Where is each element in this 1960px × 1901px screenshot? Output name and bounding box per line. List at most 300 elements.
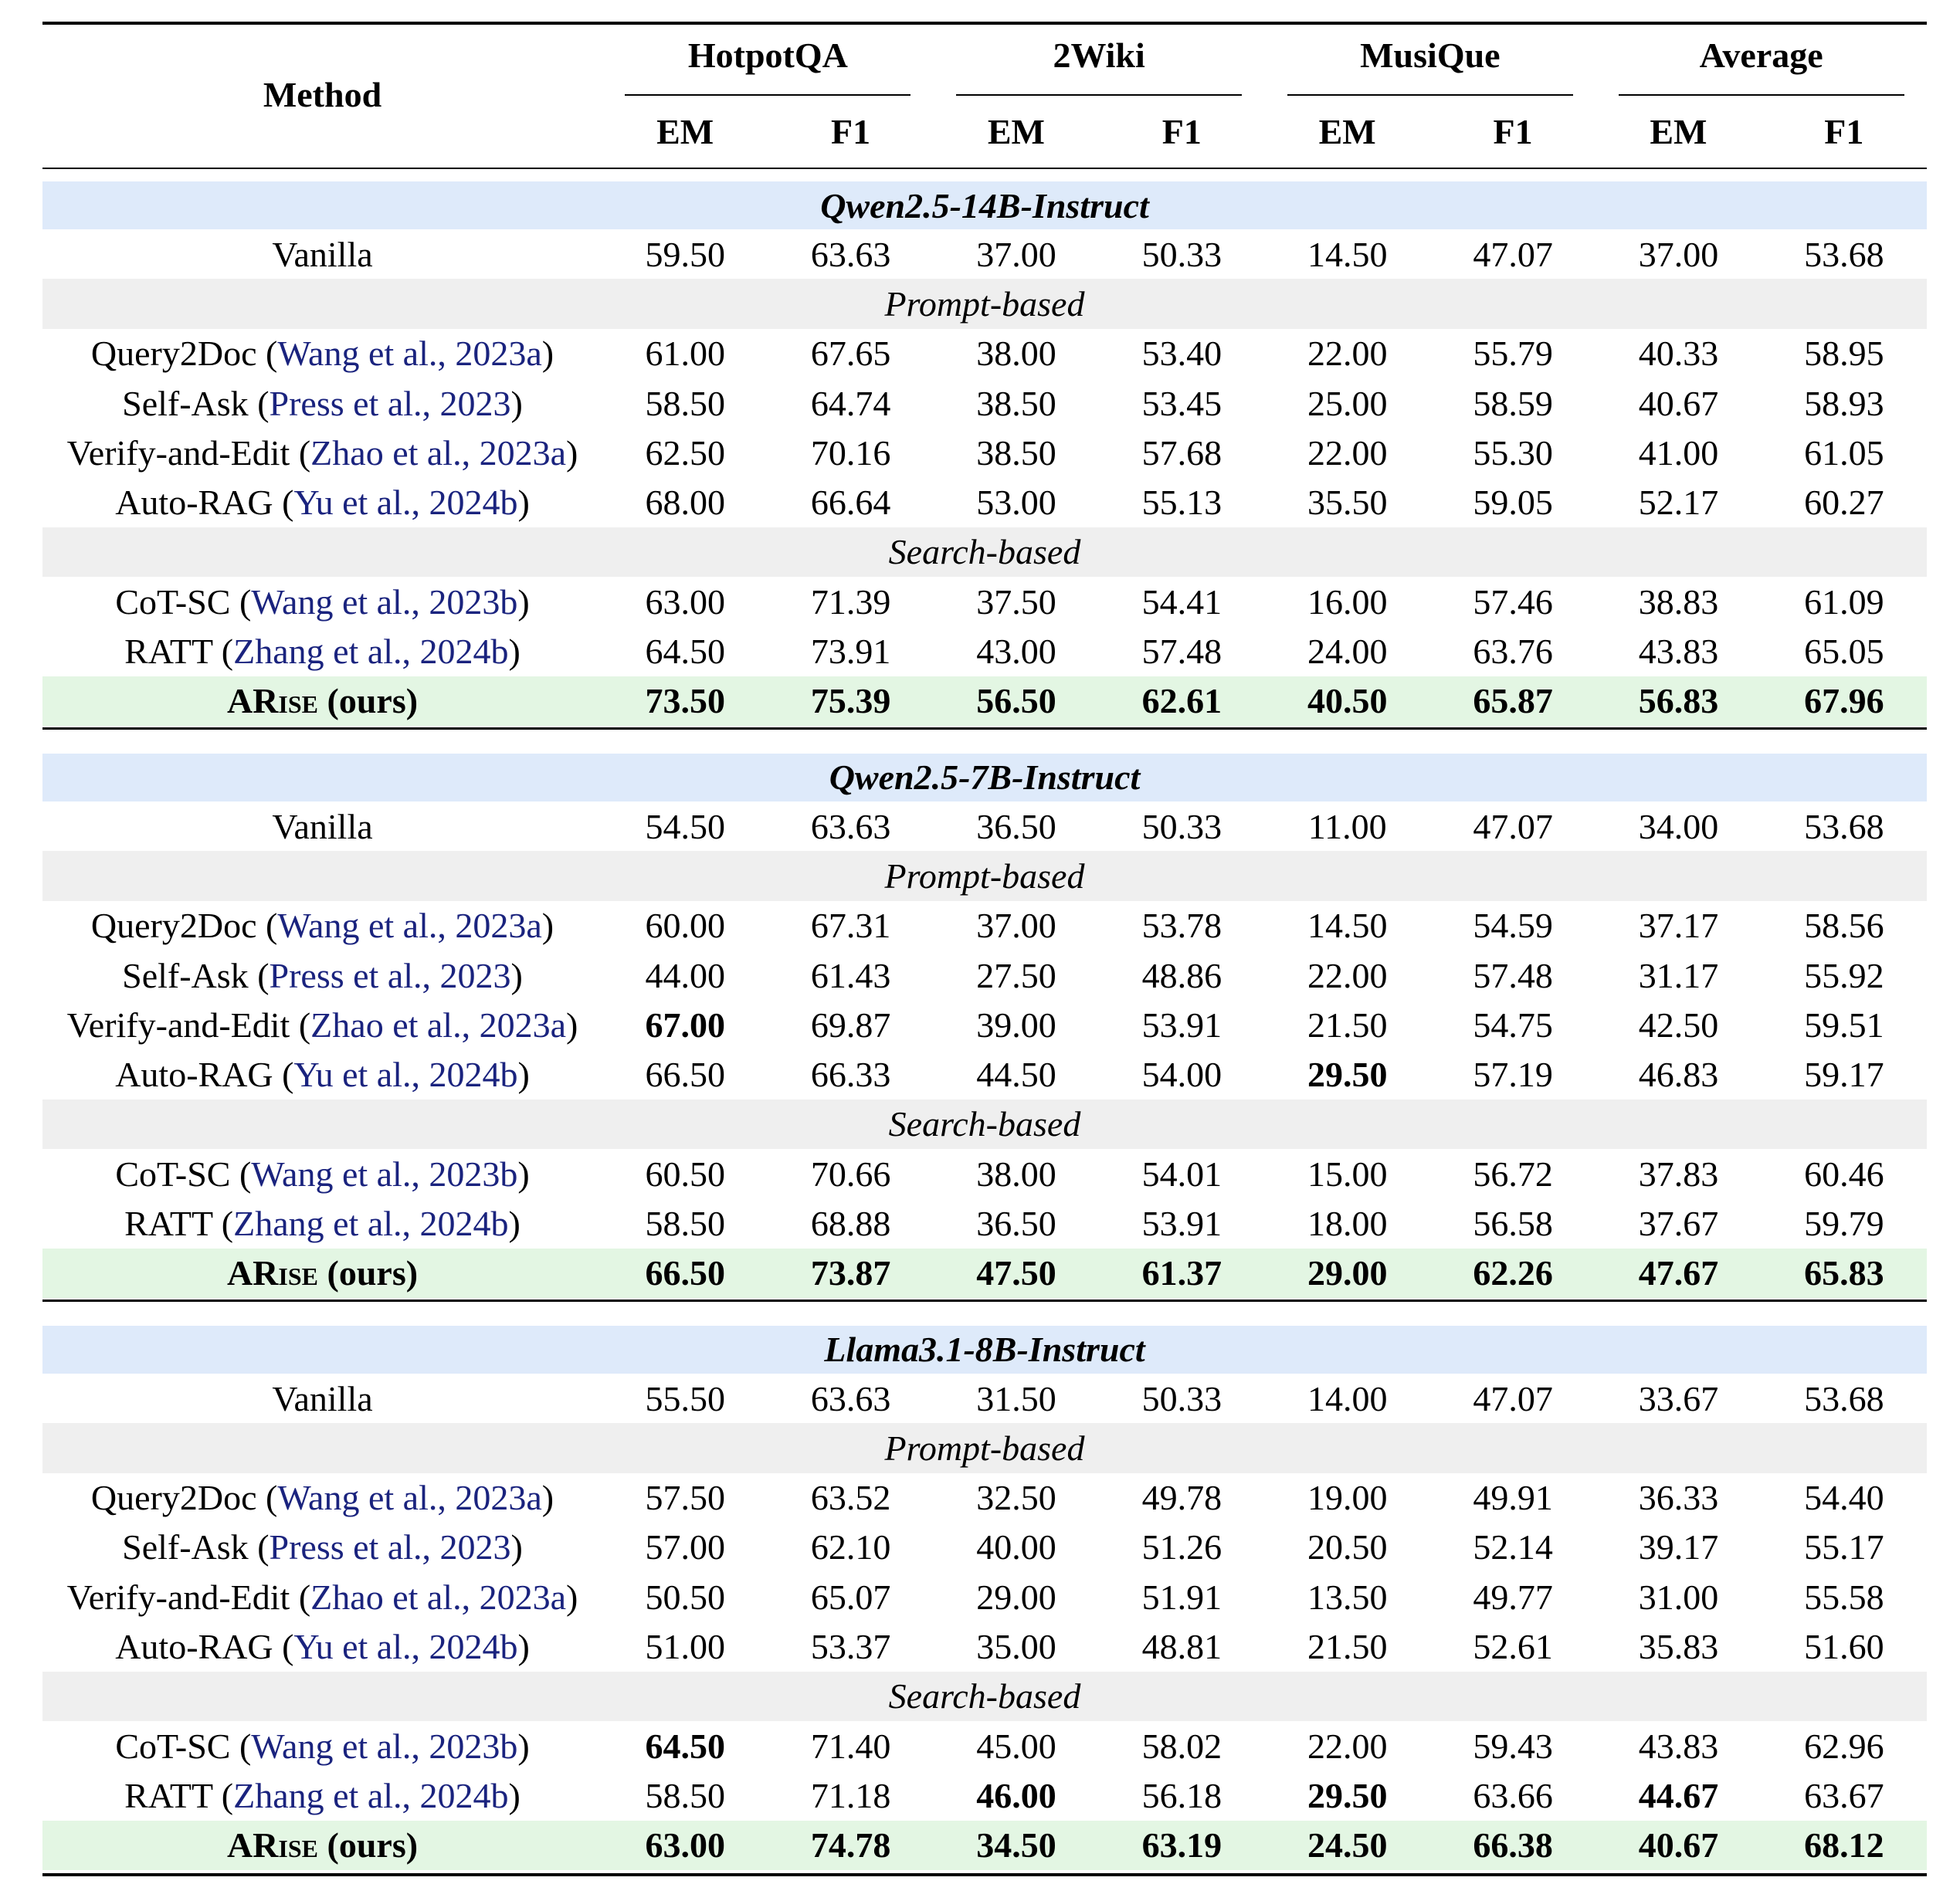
value-cell: 57.00 — [645, 1527, 725, 1567]
value-cell: 69.87 — [810, 1005, 891, 1045]
citation-link[interactable]: Zhang et al., 2024b — [233, 632, 509, 672]
table-body — [42, 168, 1927, 1870]
value-cell: 67.96 — [1762, 676, 1927, 726]
value-cell: 58.59 — [1473, 383, 1553, 423]
results-table — [42, 22, 1927, 1870]
value-cell: 48.86 — [1141, 955, 1222, 995]
method-row — [42, 1049, 1927, 1099]
value-cell: 65.07 — [810, 1577, 891, 1617]
value-cell: 22.00 — [1307, 1726, 1388, 1766]
value-cell: 35.00 — [976, 1627, 1056, 1667]
value-cell: 71.18 — [810, 1775, 891, 1815]
ours-space — [318, 681, 327, 720]
value-cell: 22.00 — [1307, 955, 1388, 995]
ours-row — [42, 1249, 1927, 1298]
value-cell: 62.10 — [810, 1527, 891, 1567]
paren-open: ( — [230, 1726, 252, 1766]
value-cell: 38.00 — [976, 334, 1056, 374]
method-row — [42, 950, 1927, 1000]
value-cell: 55.79 — [1473, 334, 1553, 374]
metric-header: F1 — [1161, 112, 1202, 151]
ours-row — [42, 676, 1927, 726]
metric-header: EM — [656, 112, 714, 151]
value-cell: 11.00 — [1307, 806, 1387, 846]
value-cell: 66.50 — [645, 1055, 725, 1095]
value-cell: 37.00 — [976, 906, 1056, 946]
dataset-label: HotpotQA — [625, 35, 910, 96]
value-cell: 66.64 — [810, 483, 891, 523]
model-header-row — [42, 181, 1927, 229]
method-name: Auto-RAG — [115, 483, 273, 523]
paren-close: ) — [566, 432, 578, 473]
value-cell: 61.43 — [810, 955, 891, 995]
method-row — [42, 626, 1927, 676]
value-cell: 36.33 — [1638, 1478, 1719, 1518]
value-cell: 31.17 — [1638, 955, 1719, 995]
value-cell: 35.50 — [1307, 483, 1388, 523]
group-label-row — [42, 1672, 1927, 1721]
method-name-cell — [42, 1249, 602, 1298]
method-name: CoT-SC — [115, 581, 231, 622]
value-cell: 45.00 — [976, 1726, 1056, 1766]
value-cell: 63.00 — [602, 1821, 768, 1870]
value-cell: 38.50 — [976, 432, 1056, 473]
metric-header: F1 — [1493, 112, 1533, 151]
value-cell: 66.33 — [810, 1055, 891, 1095]
value-cell: 54.40 — [1804, 1478, 1884, 1518]
method-name: Query2Doc — [90, 1478, 257, 1518]
value-cell: 54.59 — [1473, 906, 1553, 946]
value-cell: 64.74 — [810, 383, 891, 423]
citation-link[interactable]: Wang et al., 2023a — [277, 906, 542, 946]
value-cell: 22.00 — [1307, 334, 1388, 374]
method-name-cell — [42, 1000, 602, 1049]
method-name-cell — [42, 378, 602, 428]
value-cell: 53.40 — [1141, 334, 1222, 374]
method-name-cell — [42, 1198, 602, 1248]
group-label: Prompt-based — [42, 1423, 1927, 1472]
value-cell: 22.00 — [1307, 432, 1388, 473]
value-cell: 60.00 — [645, 906, 725, 946]
value-cell: 52.61 — [1473, 1627, 1553, 1667]
value-cell: 58.56 — [1804, 906, 1884, 946]
value-cell: 29.50 — [1307, 1775, 1388, 1815]
value-cell: 57.46 — [1473, 581, 1553, 622]
citation-link[interactable]: Yu et al., 2024b — [293, 1627, 518, 1667]
value-cell: 60.46 — [1804, 1154, 1884, 1194]
method-name-cell — [42, 1621, 602, 1671]
value-cell: 62.96 — [1804, 1726, 1884, 1766]
ours-suffix: (ours) — [327, 1253, 419, 1293]
method-name: RATT — [124, 1775, 213, 1815]
value-cell: 61.00 — [645, 334, 725, 374]
value-cell: 14.00 — [1307, 1378, 1388, 1418]
citation-link[interactable]: Wang et al., 2023b — [251, 1154, 518, 1194]
value-cell: 29.00 — [1265, 1249, 1430, 1298]
citation-link[interactable]: Press et al., 2023 — [269, 383, 511, 423]
method-name-cell: Vanilla — [272, 234, 373, 274]
value-cell: 67.00 — [645, 1005, 725, 1045]
value-cell: 66.50 — [602, 1249, 768, 1298]
value-cell: 19.00 — [1307, 1478, 1388, 1518]
ours-row — [42, 1821, 1927, 1870]
value-cell: 37.00 — [976, 234, 1056, 274]
value-cell: 55.92 — [1804, 955, 1884, 995]
value-cell: 50.33 — [1141, 1378, 1222, 1418]
value-cell: 14.50 — [1307, 906, 1388, 946]
value-cell: 71.39 — [810, 581, 891, 622]
paren-close: ) — [510, 1527, 523, 1567]
value-cell: 43.83 — [1638, 1726, 1719, 1766]
value-cell: 64.50 — [645, 632, 725, 672]
dataset-header — [934, 22, 1265, 96]
metric-header: EM — [1650, 112, 1707, 151]
group-label: Prompt-based — [42, 279, 1927, 328]
method-name: CoT-SC — [115, 1154, 231, 1194]
method-name: Verify-and-Edit — [66, 432, 290, 473]
ours-space — [318, 1253, 327, 1293]
value-cell: 53.00 — [976, 483, 1056, 523]
value-cell: 46.00 — [976, 1775, 1056, 1815]
citation-link[interactable]: Zhao et al., 2023a — [310, 432, 566, 473]
value-cell: 25.00 — [1307, 383, 1388, 423]
method-name-cell — [42, 676, 602, 726]
value-cell: 55.58 — [1804, 1577, 1884, 1617]
paren-open: ( — [290, 1577, 311, 1617]
value-cell: 36.50 — [976, 1203, 1056, 1243]
value-cell: 71.40 — [810, 1726, 891, 1766]
paren-close: ) — [508, 632, 521, 672]
value-cell: 57.68 — [1141, 432, 1222, 473]
value-cell: 40.67 — [1638, 383, 1719, 423]
ours-name-a: AR — [226, 681, 279, 721]
value-cell: 49.91 — [1473, 1478, 1553, 1518]
paren-open: ( — [248, 1527, 270, 1567]
method-name: Query2Doc — [90, 334, 257, 374]
method-row — [42, 1473, 1927, 1523]
value-cell: 68.12 — [1762, 1821, 1927, 1870]
citation-link[interactable]: Press et al., 2023 — [269, 955, 511, 995]
value-cell: 38.50 — [976, 383, 1056, 423]
value-cell: 24.00 — [1307, 632, 1388, 672]
value-cell: 40.33 — [1638, 334, 1719, 374]
citation-link[interactable]: Wang et al., 2023a — [277, 1478, 542, 1518]
value-cell: 61.05 — [1804, 432, 1884, 473]
method-name-cell — [42, 1473, 602, 1523]
value-cell: 29.50 — [1307, 1055, 1388, 1095]
group-label-row — [42, 851, 1927, 900]
value-cell: 58.50 — [645, 1203, 725, 1243]
citation-link[interactable]: Yu et al., 2024b — [293, 483, 518, 523]
value-cell: 38.00 — [976, 1154, 1056, 1194]
value-cell: 73.50 — [602, 676, 768, 726]
paren-open: ( — [212, 632, 234, 672]
value-cell: 61.37 — [1099, 1249, 1264, 1298]
ours-name-b: ise — [278, 1253, 318, 1293]
vanilla-row — [42, 229, 1927, 279]
value-cell: 63.63 — [810, 234, 891, 274]
method-name-cell — [42, 428, 602, 477]
table-header — [42, 22, 1927, 168]
value-cell: 55.30 — [1473, 432, 1553, 473]
paren-close: ) — [508, 1775, 521, 1815]
group-label: Search-based — [42, 1672, 1927, 1721]
method-name-cell — [42, 626, 602, 676]
value-cell: 37.83 — [1638, 1154, 1719, 1194]
value-cell: 58.93 — [1804, 383, 1884, 423]
value-cell: 73.87 — [768, 1249, 933, 1298]
paren-close: ) — [510, 955, 523, 995]
citation-link[interactable]: Wang et al., 2023b — [251, 1726, 518, 1766]
value-cell: 68.00 — [645, 483, 725, 523]
value-cell: 57.19 — [1473, 1055, 1553, 1095]
value-cell: 53.68 — [1804, 234, 1884, 274]
value-cell: 55.17 — [1804, 1527, 1884, 1567]
value-cell: 62.26 — [1430, 1249, 1595, 1298]
value-cell: 54.00 — [1141, 1055, 1222, 1095]
method-row — [42, 329, 1927, 378]
citation-link[interactable]: Zhang et al., 2024b — [233, 1203, 509, 1243]
value-cell: 51.91 — [1141, 1577, 1222, 1617]
value-cell: 74.78 — [768, 1821, 933, 1870]
value-cell: 53.78 — [1141, 906, 1222, 946]
dataset-label: 2Wiki — [956, 35, 1242, 96]
citation-link[interactable]: Zhao et al., 2023a — [310, 1005, 566, 1045]
group-label-row — [42, 279, 1927, 328]
ours-name-b: ise — [278, 1825, 318, 1865]
value-cell: 56.18 — [1141, 1775, 1222, 1815]
value-cell: 49.77 — [1473, 1577, 1553, 1617]
paren-open: ( — [230, 1154, 252, 1194]
method-row — [42, 1523, 1927, 1572]
method-name: Verify-and-Edit — [66, 1577, 290, 1617]
value-cell: 70.16 — [810, 432, 891, 473]
value-cell: 55.13 — [1141, 483, 1222, 523]
value-cell: 20.50 — [1307, 1527, 1388, 1567]
value-cell: 32.50 — [976, 1478, 1056, 1518]
ours-suffix: (ours) — [327, 1825, 419, 1865]
paren-close: ) — [517, 1055, 530, 1095]
value-cell: 70.66 — [810, 1154, 891, 1194]
method-name-cell — [42, 1771, 602, 1820]
value-cell: 47.67 — [1595, 1249, 1761, 1298]
method-name: Verify-and-Edit — [66, 1005, 290, 1045]
paren-close: ) — [566, 1005, 578, 1045]
paren-close: ) — [541, 334, 554, 374]
value-cell: 44.67 — [1638, 1775, 1719, 1815]
paren-close: ) — [508, 1203, 521, 1243]
metric-header: F1 — [831, 112, 871, 151]
method-name-cell — [42, 1572, 602, 1621]
value-cell: 54.41 — [1141, 581, 1222, 622]
paren-close: ) — [517, 483, 530, 523]
value-cell: 57.48 — [1141, 632, 1222, 672]
method-name: Self-Ask — [122, 1527, 249, 1567]
value-cell: 21.50 — [1307, 1005, 1388, 1045]
section-gap — [42, 1312, 1927, 1326]
value-cell: 59.43 — [1473, 1726, 1553, 1766]
group-label: Search-based — [42, 527, 1927, 577]
method-name: Query2Doc — [90, 906, 257, 946]
section-gap — [42, 740, 1927, 754]
value-cell: 59.05 — [1473, 483, 1553, 523]
model-name: Llama3.1-8B-Instruct — [42, 1326, 1927, 1374]
group-label-row — [42, 527, 1927, 577]
method-row — [42, 577, 1927, 626]
citation-link[interactable]: Press et al., 2023 — [269, 1527, 511, 1567]
value-cell: 55.50 — [645, 1378, 725, 1418]
method-name-cell: Vanilla — [272, 1378, 373, 1418]
value-cell: 59.17 — [1804, 1055, 1884, 1095]
value-cell: 24.50 — [1265, 1821, 1430, 1870]
value-cell: 16.00 — [1307, 581, 1388, 622]
value-cell: 41.00 — [1638, 432, 1719, 473]
group-label-row — [42, 1100, 1927, 1149]
value-cell: 51.60 — [1804, 1627, 1884, 1667]
value-cell: 63.67 — [1804, 1775, 1884, 1815]
value-cell: 63.66 — [1473, 1775, 1553, 1815]
dataset-header — [602, 22, 934, 96]
value-cell: 27.50 — [976, 955, 1056, 995]
section-gap — [42, 168, 1927, 181]
bottom-rule — [42, 1873, 1927, 1876]
value-cell: 65.87 — [1430, 676, 1595, 726]
value-cell: 35.83 — [1638, 1627, 1719, 1667]
value-cell: 21.50 — [1307, 1627, 1388, 1667]
value-cell: 42.50 — [1638, 1005, 1719, 1045]
paren-open: ( — [256, 334, 278, 374]
value-cell: 47.07 — [1473, 1378, 1553, 1418]
value-cell: 60.27 — [1804, 483, 1884, 523]
gap-cell — [42, 740, 1927, 754]
group-label: Prompt-based — [42, 851, 1927, 900]
ours-name-a: AR — [226, 1825, 279, 1865]
method-name-cell — [42, 1721, 602, 1771]
paren-close: ) — [541, 1478, 554, 1518]
method-name: RATT — [124, 1203, 213, 1243]
citation-link[interactable]: Zhao et al., 2023a — [310, 1577, 566, 1617]
value-cell: 39.00 — [976, 1005, 1056, 1045]
method-name-cell — [42, 577, 602, 626]
value-cell: 50.33 — [1141, 234, 1222, 274]
value-cell: 66.38 — [1430, 1821, 1595, 1870]
method-name-cell — [42, 1049, 602, 1099]
value-cell: 60.50 — [645, 1154, 725, 1194]
value-cell: 47.07 — [1473, 234, 1553, 274]
method-name: RATT — [124, 632, 213, 672]
value-cell: 40.50 — [1265, 676, 1430, 726]
paren-open: ( — [290, 1005, 311, 1045]
method-row — [42, 901, 1927, 950]
value-cell: 63.63 — [810, 806, 891, 846]
value-cell: 65.05 — [1804, 632, 1884, 672]
value-cell: 40.67 — [1595, 1821, 1761, 1870]
method-name-cell — [42, 901, 602, 950]
value-cell: 31.00 — [1638, 1577, 1719, 1617]
value-cell: 63.63 — [810, 1378, 891, 1418]
value-cell: 54.50 — [645, 806, 725, 846]
value-cell: 37.67 — [1638, 1203, 1719, 1243]
dataset-header — [1595, 22, 1927, 96]
metric-header: EM — [987, 112, 1045, 151]
value-cell: 43.83 — [1638, 632, 1719, 672]
paren-close: ) — [517, 1726, 530, 1766]
header-rule — [42, 168, 1927, 169]
paren-open: ( — [212, 1203, 234, 1243]
paren-open: ( — [273, 1055, 294, 1095]
value-cell: 50.50 — [645, 1577, 725, 1617]
method-name: CoT-SC — [115, 1726, 231, 1766]
value-cell: 63.00 — [645, 581, 725, 622]
section-rule — [42, 727, 1927, 730]
method-row — [42, 1721, 1927, 1771]
gap-cell — [42, 168, 1927, 181]
paren-close: ) — [517, 1154, 530, 1194]
paren-open: ( — [248, 383, 270, 423]
method-name-cell — [42, 1523, 602, 1572]
method-name: Self-Ask — [122, 383, 249, 423]
metric-header: EM — [1318, 112, 1376, 151]
value-cell: 13.50 — [1307, 1577, 1388, 1617]
value-cell: 37.50 — [976, 581, 1056, 622]
value-cell: 57.50 — [645, 1478, 725, 1518]
dataset-label: Average — [1619, 35, 1904, 96]
ours-suffix: (ours) — [327, 681, 419, 721]
value-cell: 49.78 — [1141, 1478, 1222, 1518]
value-cell: 47.07 — [1473, 806, 1553, 846]
ours-name-b: ise — [278, 681, 318, 721]
citation-link[interactable]: Wang et al., 2023a — [277, 334, 542, 374]
value-cell: 56.72 — [1473, 1154, 1553, 1194]
value-cell: 53.45 — [1141, 383, 1222, 423]
value-cell: 43.00 — [976, 632, 1056, 672]
method-name: Self-Ask — [122, 955, 249, 995]
paren-close: ) — [566, 1577, 578, 1617]
paren-close: ) — [510, 383, 523, 423]
value-cell: 52.17 — [1638, 483, 1719, 523]
method-name: Auto-RAG — [115, 1055, 273, 1095]
method-name-cell: Vanilla — [272, 806, 373, 846]
value-cell: 58.50 — [645, 383, 725, 423]
value-cell: 73.91 — [810, 632, 891, 672]
value-cell: 58.95 — [1804, 334, 1884, 374]
value-cell: 75.39 — [768, 676, 933, 726]
value-cell: 18.00 — [1307, 1203, 1388, 1243]
group-label-row — [42, 1423, 1927, 1472]
value-cell: 67.31 — [810, 906, 891, 946]
value-cell: 46.83 — [1638, 1055, 1719, 1095]
value-cell: 53.37 — [810, 1627, 891, 1667]
paren-open: ( — [230, 581, 252, 622]
citation-link[interactable]: Zhang et al., 2024b — [233, 1775, 509, 1815]
method-name: Auto-RAG — [115, 1627, 273, 1667]
method-name-cell — [42, 950, 602, 1000]
value-cell: 51.26 — [1141, 1527, 1222, 1567]
ours-name-a: AR — [226, 1253, 279, 1293]
model-name: Qwen2.5-14B-Instruct — [42, 181, 1927, 229]
value-cell: 67.65 — [810, 334, 891, 374]
model-name: Qwen2.5-7B-Instruct — [42, 754, 1927, 801]
metric-header: F1 — [1824, 112, 1864, 151]
citation-link[interactable]: Wang et al., 2023b — [251, 581, 518, 622]
method-row — [42, 378, 1927, 428]
citation-link[interactable]: Yu et al., 2024b — [293, 1055, 518, 1095]
group-label: Search-based — [42, 1100, 1927, 1149]
method-row — [42, 1149, 1927, 1198]
value-cell: 64.50 — [645, 1726, 725, 1766]
value-cell: 63.76 — [1473, 632, 1553, 672]
vanilla-row — [42, 1374, 1927, 1423]
